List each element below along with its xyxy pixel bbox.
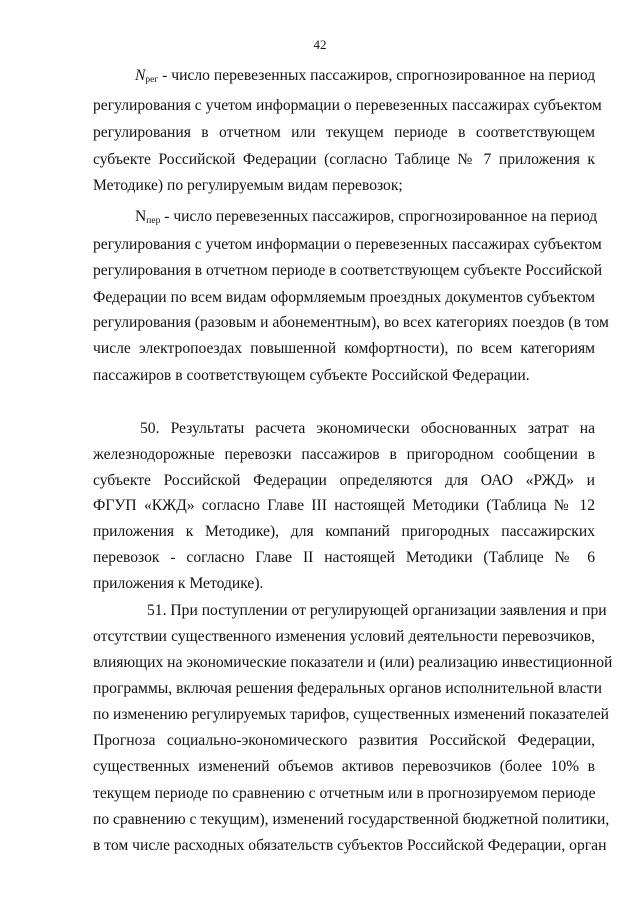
para2-line-7: пассажиров в соответствующем субъекте Российской Федерации. [93, 367, 530, 384]
para51-line-2: отсутствии существенного изменения условий деятельности перевозчиков, [93, 628, 595, 645]
para51-line-1: 51. При поступлении от регулирующей организации заявления и при [147, 602, 607, 619]
para1-line-4: субъекте Российской Федерации (согласно Таблице № 7 приложения к [93, 151, 595, 168]
para2-line-5: регулирования (разовым и абонементным), во всех категориях поездов (в том [93, 314, 609, 331]
subscript-per: пер [146, 216, 161, 226]
para51-line-10: в том числе расходных обязательств субъектов Российской Федерации, орган [93, 837, 607, 854]
para2-line-1: Nпер - число перевезенных пассажиров, спрогнозированное на период [135, 208, 598, 226]
symbol-n-per: N [135, 208, 147, 225]
para51-line-9: по сравнению с текущим), изменений государственной бюджетной политики, [93, 811, 610, 828]
para1-line-2: регулирования с учетом информации о перевезенных пассажирах субъектом [93, 97, 602, 114]
para2-line-2: регулирования с учетом информации о перевезенных пассажирах субъектом [93, 236, 602, 253]
page-number: 42 [313, 37, 327, 52]
para2-line-4: Федерации по всем видам оформляемым проездных документов субъектом [93, 289, 595, 306]
para51-line-8: текущем периоде по сравнению с отчетным или в прогнозируемом периоде [93, 785, 596, 802]
para51-line-6: Прогноза социально-экономического развития Российской Федерации, [93, 732, 595, 749]
para1-line-5: Методике) по регулируемым видам перевозок; [93, 177, 403, 194]
para51-line-5: по изменению регулируемых тарифов, существенных изменений показателей [93, 706, 610, 723]
para50-line-5: приложения к Методике), для компаний пригородных пассажирских [93, 523, 595, 540]
para51-line-4: программы, включая решения федеральных органов исполнительной власти [93, 680, 602, 697]
para1-line-1: Nрег - число перевезенных пассажиров, спрогнозированное на период [135, 67, 596, 85]
para1-line-3: регулирования в отчетном или текущем периоде в соответствующем [93, 124, 595, 141]
subscript-reg: рег [145, 75, 159, 85]
para50-line-3: субъекте Российской Федерации определяются для ОАО «РЖД» и [93, 472, 595, 489]
para50-line-2: железнодорожные перевозки пассажиров в пригородном сообщении в [93, 446, 595, 463]
para51-line-3: влияющих на экономические показатели и (или) реализацию инвестиционной [93, 654, 613, 671]
para51-line-7: существенных изменений объемов активов перевозчиков (более 10% в [93, 758, 595, 775]
para50-line-7: приложения к Методике). [93, 575, 264, 592]
para2-line-6: числе электропоездах повышенной комфортности), по всем категориям [93, 340, 595, 357]
symbol-n-reg: N [135, 67, 146, 84]
para50-line-6: перевозок - согласно Главе II настоящей Методики (Таблице № 6 [93, 549, 595, 566]
para50-line-4: ФГУП «КЖД» согласно Главе III настоящей Методики (Таблица № 12 [93, 497, 595, 514]
para50-line-1: 50. Результаты расчета экономически обоснованных затрат на [140, 420, 595, 437]
para2-line-3: регулирования в отчетном периоде в соответствующем субъекте Российской [93, 262, 603, 279]
